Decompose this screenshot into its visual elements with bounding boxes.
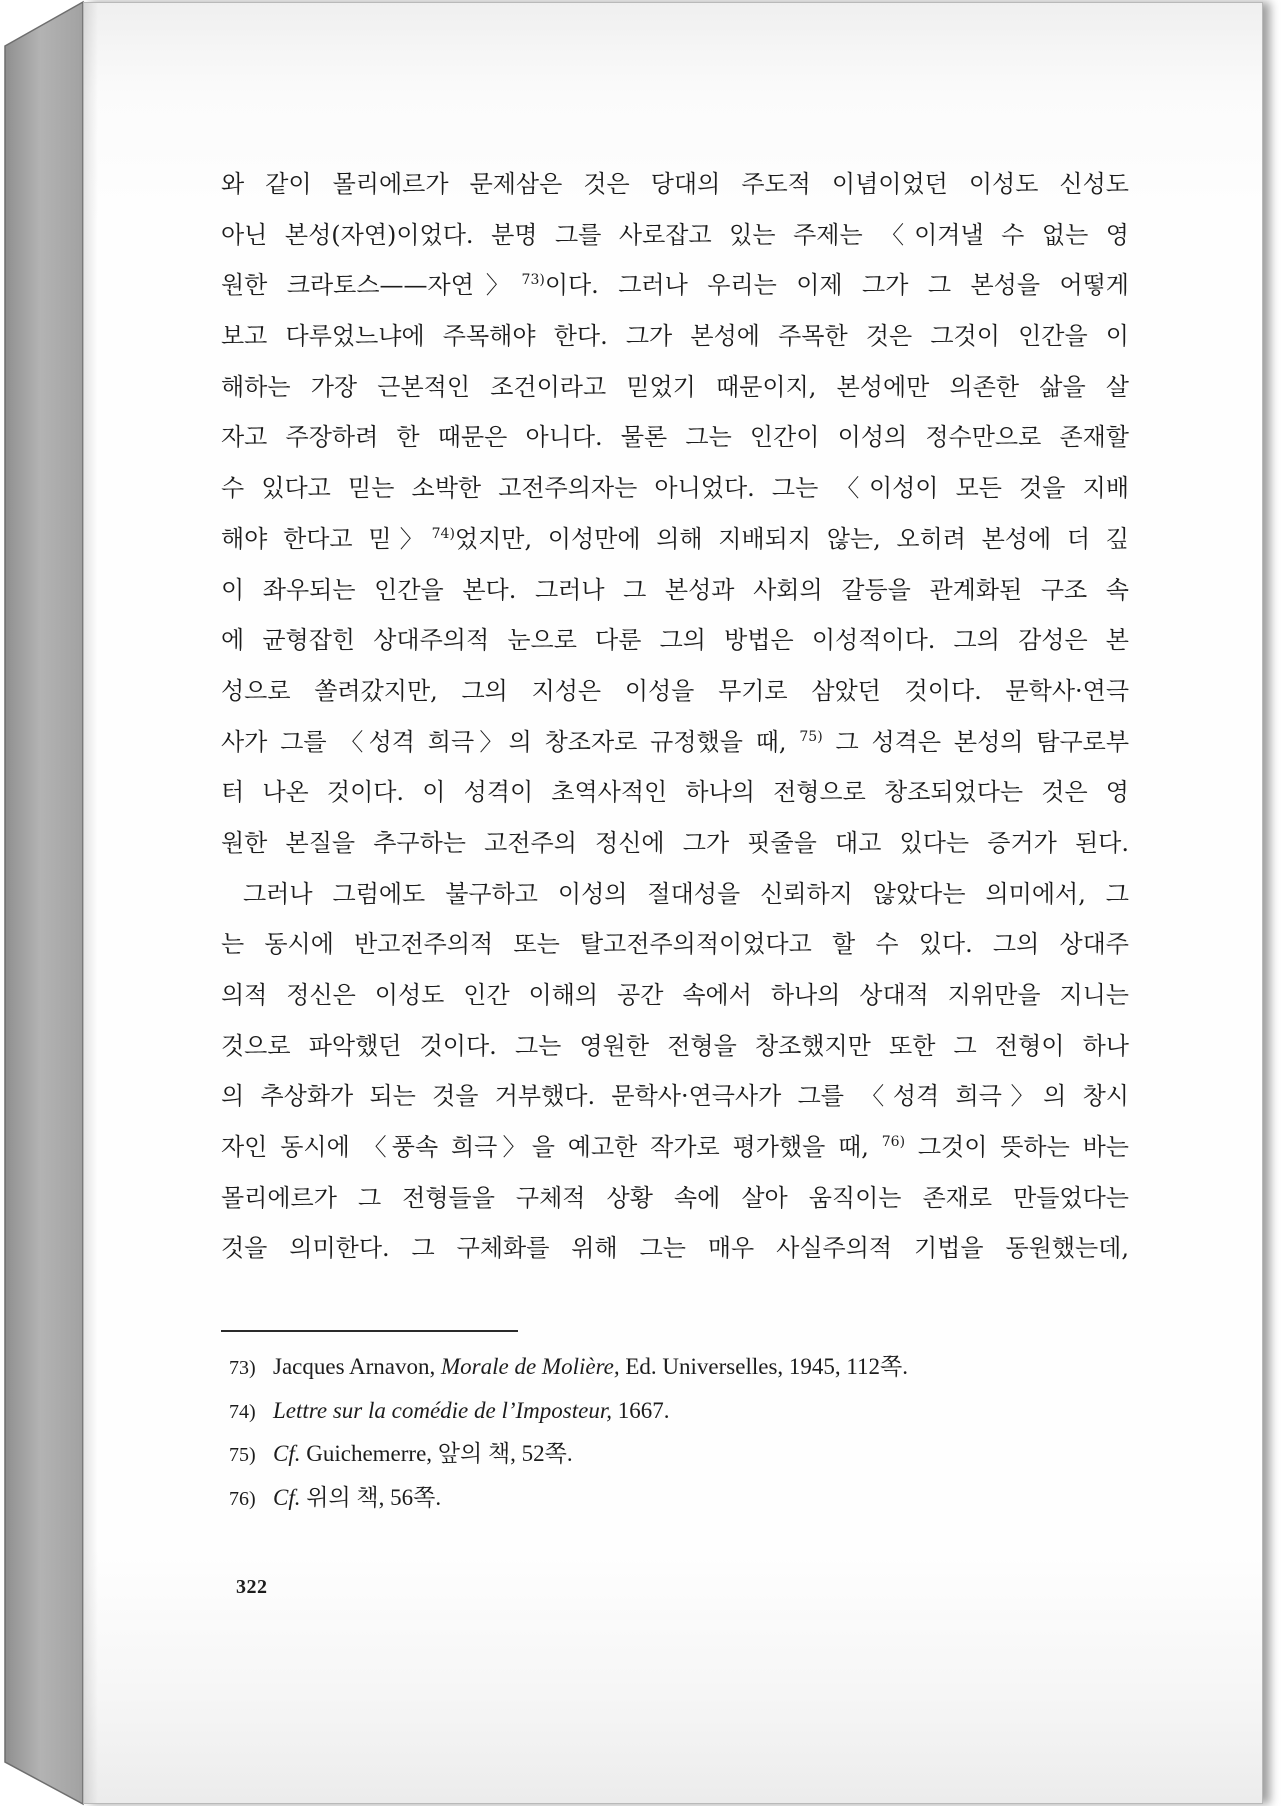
line-text: 의 추상화가 되는 것을 거부했다. 문학사·연극사가 그를 〈성격 희극〉의 창시: [221, 1082, 1129, 1111]
line-text: 그 성격은 본성의 탐구로부: [822, 727, 1129, 756]
body-line: [221, 1021, 1129, 1072]
body-line: [221, 159, 1129, 210]
footnote-detail: Ed. Universelles, 1945, 112쪽.: [619, 1354, 909, 1379]
page-number: 322: [236, 1576, 268, 1598]
footnote-number: 75): [229, 1444, 256, 1466]
line-text: 는 동시에 반고전주의적 또는 탈고전주의적이었다고 할 수 있다. 그의 상대주: [221, 930, 1129, 959]
footnote-ref: 76): [881, 1134, 906, 1151]
body-line: [221, 615, 1129, 666]
line-text: 그것이 뜻하는 바는: [905, 1133, 1129, 1162]
footnote-ref: 73): [521, 272, 545, 289]
line-text: 성으로 쏠려갔지만, 그의 지성은 이성을 무기로 삼았던 것이다. 문학사·연극: [221, 676, 1129, 705]
body-line: [221, 514, 1129, 565]
body-line: [221, 210, 1129, 261]
line-text: 자인 동시에 〈풍속 희극〉을 예고한 작가로 평가했을 때,: [221, 1133, 882, 1162]
body-line: [221, 463, 1129, 514]
body-line: [221, 919, 1129, 970]
line-text: 자고 주장하려 한 때문은 아니다. 물론 그는 인간이 이성의 정수만으로 존재할: [221, 423, 1129, 452]
book-spine-face: [5, 2, 83, 1804]
footnotes: [229, 1345, 1129, 1519]
line-text: 것을 의미한다. 그 구체화를 위해 그는 매우 사실주의적 기법을 동원했는데,: [221, 1234, 1129, 1263]
line-text: 보고 다루었느냐에 주목해야 한다. 그가 본성에 주목한 것은 그것이 인간을 이: [221, 322, 1129, 351]
line-text: 이 좌우되는 인간을 본다. 그러나 그 본성과 사회의 갈등을 관계화된 구조 속: [221, 575, 1129, 604]
line-text: 해하는 가장 근본적인 조건이라고 믿었기 때문이지, 본성에만 의존한 삶을 살: [221, 372, 1129, 401]
footnote-title: Morale de Molière,: [441, 1354, 620, 1379]
footnote-title: Lettre sur la comédie de l’Imposteur,: [273, 1397, 612, 1423]
footnote-ref: 74): [431, 525, 455, 542]
footnote-ref: 75): [799, 728, 823, 745]
line-text: 사가 그를 〈성격 희극〉의 창조자로 규정했을 때,: [221, 727, 800, 756]
footnote-number: 76): [229, 1487, 256, 1510]
body-line: [221, 362, 1129, 413]
line-text: 것으로 파악했던 것이다. 그는 영원한 전형을 창조했지만 또한 그 전형이 하나: [221, 1031, 1129, 1060]
body-line: [221, 1173, 1129, 1224]
footnote: [229, 1345, 1129, 1389]
line-text: 와 같이 몰리에르가 문제삼은 것은 당대의 주도적 이념이었던 이성도 신성도: [221, 170, 1129, 198]
body-line: [221, 260, 1129, 311]
footnote: [229, 1389, 1129, 1433]
line-text: 그러나 그럼에도 불구하고 이성의 절대성을 신뢰하지 않았다는 의미에서, 그: [243, 879, 1129, 908]
line-text: 아닌 본성(자연)이었다. 분명 그를 사로잡고 있는 주제는 〈이겨낼 수 없는 영: [221, 220, 1129, 249]
main-text: [221, 159, 1129, 1274]
footnote: [229, 1432, 1129, 1476]
body-line: [221, 767, 1129, 818]
line-text: 이다. 그러나 우리는 이제 그가 그 본성을 어떻게: [544, 271, 1129, 300]
line-text: 었지만, 이성만에 의해 지배되지 않는, 오히려 본성에 더 깊: [454, 524, 1129, 553]
body-line: [221, 311, 1129, 362]
footnote-divider: [221, 1330, 518, 1332]
body-line: [221, 1223, 1129, 1274]
body-line: [221, 717, 1129, 768]
line-text: 에 균형잡힌 상대주의적 눈으로 다룬 그의 방법은 이성적이다. 그의 감성은 본: [221, 626, 1129, 655]
line-text: 의적 정신은 이성도 인간 이해의 공간 속에서 하나의 상대적 지위만을 지니는: [221, 981, 1129, 1009]
line-text: 수 있다고 믿는 소박한 고전주의자는 아니었다. 그는 〈이성이 모든 것을 지배: [221, 474, 1129, 503]
footnote-detail: 위의 책, 56쪽.: [300, 1484, 442, 1510]
footnote: [229, 1476, 1129, 1520]
footnote-detail: Guichemerre, 앞의 책, 52쪽.: [300, 1441, 573, 1466]
line-text: 원한 본질을 추구하는 고전주의 정신에 그가 핏줄을 대고 있다는 증거가 된다.: [221, 828, 1129, 857]
book-spine: [0, 0, 90, 1806]
body-line: [221, 970, 1129, 1021]
line-text: 터 나온 것이다. 이 성격이 초역사적인 하나의 전형으로 창조되었다는 것은 영: [221, 778, 1129, 807]
footnote-number: 74): [229, 1400, 256, 1423]
footnote-title: Cf.: [273, 1484, 301, 1510]
footnote-detail: 1667.: [611, 1397, 670, 1423]
footnote-number: 73): [229, 1357, 256, 1379]
line-text: 해야 한다고 믿〉: [221, 524, 432, 553]
body-line-paragraph-start: [221, 869, 1129, 920]
body-line: [221, 1122, 1129, 1173]
footnote-author: Jacques Arnavon,: [273, 1354, 441, 1379]
line-text: 원한 크라토스——자연〉: [221, 271, 522, 300]
body-line: [221, 565, 1129, 616]
body-line: [221, 1071, 1129, 1122]
body-line: [221, 412, 1129, 463]
footnote-title: Cf.: [273, 1441, 301, 1466]
body-line: [221, 818, 1129, 869]
line-text: 몰리에르가 그 전형들을 구체적 상황 속에 살아 움직이는 존재로 만들었다는: [221, 1183, 1129, 1212]
body-line: [221, 666, 1129, 717]
